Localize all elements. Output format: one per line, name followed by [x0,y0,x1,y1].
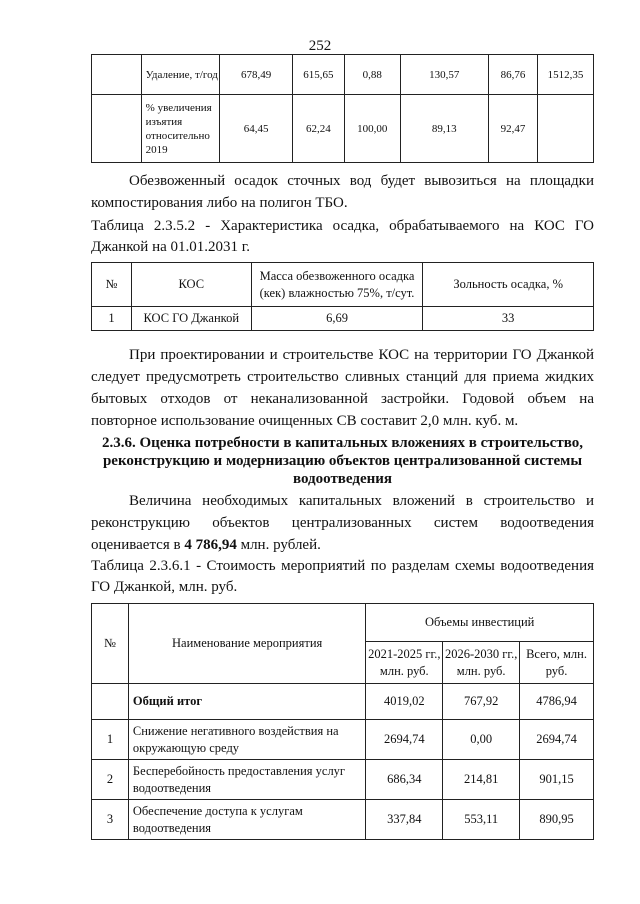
table-row [92,55,594,95]
table-cell: 890,95 [520,800,594,840]
col-header-name: Наименование мероприятия [128,604,365,684]
table-cell: 4786,94 [520,684,594,720]
table-cell: 1 [92,307,132,331]
table-cell: 615,65 [293,55,345,95]
row-label: Обеспечение доступа к услугам водоотведения [128,800,365,840]
table-cell: 86,76 [488,55,537,95]
paragraph-text: Величина необходимых капитальных вложений в строительство и реконструкцию объектов централизованных систем водоотведения оценивается в [91,493,594,553]
paragraph-sludge-disposal [91,170,594,214]
col-header-num: № [92,604,129,684]
table-cell: 62,24 [293,95,345,163]
table-cell: 1 [92,720,129,760]
table-investment-cost [91,603,594,840]
investment-amount: 4 786,94 [184,537,237,553]
table-cell: 92,47 [488,95,537,163]
table-cell: 2694,74 [366,720,443,760]
table-row [92,307,594,331]
paragraph-design [91,344,594,432]
table-cell: 6,69 [251,307,423,331]
col-header: КОС [131,263,251,307]
table-cell: 3 [92,800,129,840]
table-header-row [92,263,594,307]
table-row [92,800,594,840]
col-header: 2026-2030 гг., млн. руб. [443,642,520,684]
table-cell: 0,88 [344,55,400,95]
table-cell [92,55,142,95]
table-cell: 214,81 [443,760,520,800]
row-label: Бесперебойность предоставления услуг водоотведения [128,760,365,800]
table-cell: 901,15 [520,760,594,800]
table-cell: 337,84 [366,800,443,840]
table-cell [92,95,142,163]
col-header: Масса обезвоженного осадка (кек) влажностью 75%, т/сут. [251,263,423,307]
row-label: % увеличения изъятия относительно 2019 [141,95,220,163]
table-cell: 100,00 [344,95,400,163]
table-cell: 0,00 [443,720,520,760]
table-cell: 2 [92,760,129,800]
table-row-total [92,684,594,720]
paragraph-investment [91,490,594,556]
table-row [92,95,594,163]
table-cell: КОС ГО Джанкой [131,307,251,331]
table-row [92,760,594,800]
table-row [92,720,594,760]
table-sludge-characteristics [91,262,594,331]
table3-caption: Таблица 2.3.6.1 - Стоимость мероприятий по разделам схемы водоотведения ГО Джанкой, млн. руб. [91,558,594,595]
table-cell [538,95,594,163]
table-cell: 64,45 [220,95,293,163]
table-cell: 686,34 [366,760,443,800]
table-cell: 4019,02 [366,684,443,720]
row-label: Снижение негативного воздействия на окружающую среду [128,720,365,760]
table-cell: 678,49 [220,55,293,95]
table2-caption: Таблица 2.3.5.2 - Характеристика осадка, обрабатываемого на КОС ГО Джанкой на 01.01.2031 г. [91,218,594,255]
table-cell: 1512,35 [538,55,594,95]
col-header: 2021-2025 гг., млн. руб. [366,642,443,684]
table-removal [91,54,594,163]
table-cell: 767,92 [443,684,520,720]
table-cell: 33 [423,307,594,331]
page-number: 252 [308,38,332,54]
section-heading: 2.3.6. Оценка потребности в капитальных вложениях в строительство, реконструкцию и модернизацию объектов централизованной системы водоотведения [102,435,583,487]
col-header-group: Объемы инвестиций [366,604,594,642]
col-header: Всего, млн. руб. [520,642,594,684]
paragraph-text: млн. рублей. [236,537,321,553]
table-cell: 2694,74 [520,720,594,760]
table-cell: 89,13 [400,95,488,163]
col-header: № [92,263,132,307]
table-cell: 553,11 [443,800,520,840]
paragraph-text: Обезвоженный осадок сточных вод будет вывозиться на площадки компостирования либо на полигон ТБО. [91,173,594,211]
row-label: Удаление, т/год [141,55,220,95]
paragraph-text: При проектировании и строительстве КОС на территории ГО Джанкой следует предусмотреть строительство сливных станций для приема жидких бытовых отходов от неканализованной застройки. Годовой объем на повторное использование очищенных СВ составит 2,0 млн. куб. м. [91,347,594,429]
row-label: Общий итог [128,684,365,720]
table-header-row [92,604,594,642]
table-cell [92,684,129,720]
table-cell: 130,57 [400,55,488,95]
col-header: Зольность осадка, % [423,263,594,307]
